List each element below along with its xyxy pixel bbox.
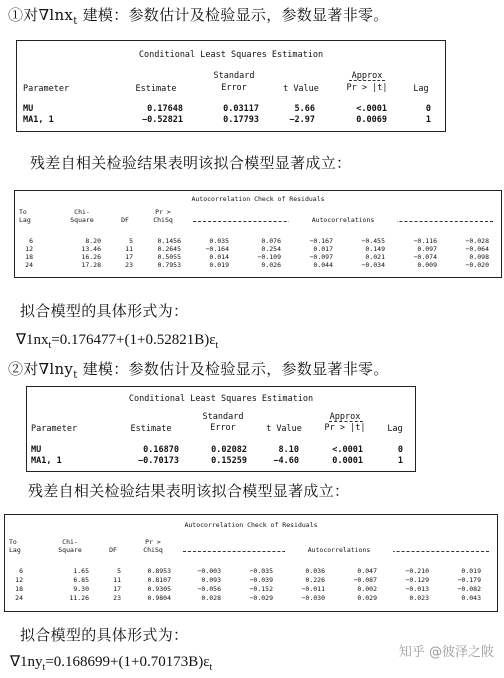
estimate: 0.16870: [143, 445, 179, 455]
col-autocorr: Autocorrelations: [285, 547, 393, 554]
col-approx-2: Pr > |t|: [324, 423, 366, 433]
t-value: 8.10: [278, 445, 299, 455]
col-lag: Lag: [9, 546, 21, 554]
acf-autocorr-value: −0.455: [361, 237, 385, 245]
acf-autocorr-value: 0.009: [417, 261, 437, 269]
param-name: MA1, 1: [31, 456, 62, 466]
acf-lag: 6: [19, 567, 23, 575]
col-approx-1: Approx: [329, 412, 361, 422]
col-se-2: Error: [210, 423, 236, 433]
acf-df: 11: [125, 245, 133, 253]
acf-autocorr-value: −0.029: [249, 594, 273, 602]
acf-autocorr-value: −0.116: [413, 237, 437, 245]
acf-lag: 24: [25, 261, 33, 269]
cls-table-2: [26, 386, 416, 472]
col-parameter: Parameter: [23, 84, 70, 94]
acf-df: 17: [113, 585, 121, 593]
std-error: 0.02082: [211, 445, 247, 455]
acf-chisq: 16.26: [81, 253, 101, 261]
section2-heading: ②对∇lny$_t$ 建模：参数估计及检验显示，参数显著非零。: [8, 360, 389, 381]
col-parameter: Parameter: [31, 424, 78, 434]
acf-autocorr-value: −0.210: [405, 567, 429, 575]
col-chi-2: Square: [58, 546, 82, 554]
col-se-1: Standard: [202, 412, 244, 422]
col-estimate: Estimate: [135, 84, 177, 94]
acf-autocorr-value: 0.017: [313, 245, 333, 253]
col-autocorr: Autocorrelations: [289, 217, 397, 224]
col-se-1: Standard: [213, 71, 255, 81]
acf-chisq: 17.28: [81, 261, 101, 269]
acf-title: Autocorrelation Check of Residuals: [191, 195, 325, 203]
cls-title: Conditional Least Squares Estimation: [128, 394, 314, 404]
acf-autocorr-value: 0.044: [313, 261, 333, 269]
col-se-2: Error: [221, 83, 247, 93]
col-lag: Lag: [19, 216, 31, 224]
acf-chisq: 13.46: [81, 245, 101, 253]
acf-pvalue: 0.8953: [147, 567, 171, 575]
acf-df: 11: [113, 576, 121, 584]
acf-autocorr-value: 0.097: [417, 245, 437, 253]
p-value: <.0001: [356, 104, 387, 114]
approx-underline: [349, 80, 385, 81]
acf-autocorr-value: −0.109: [257, 253, 281, 261]
col-pr-1: Pr >: [155, 208, 171, 216]
estimate: 0.17648: [147, 104, 183, 114]
acf-autocorr-value: 0.019: [461, 567, 481, 575]
acf-autocorr-value: −0.013: [405, 585, 429, 593]
param-name: MU: [31, 445, 42, 455]
acf-autocorr-value: 0.076: [261, 237, 281, 245]
p-value: 0.0069: [356, 115, 387, 125]
acf-df: 5: [129, 237, 133, 245]
acf-table-1: [14, 190, 502, 278]
col-pr-1: Pr >: [145, 538, 161, 546]
acf-pvalue: 0.2645: [157, 245, 181, 253]
acf-df: 23: [113, 594, 121, 602]
col-approx-2: Pr > |t|: [346, 83, 388, 93]
col-approx-1: Approx: [351, 71, 383, 81]
col-chi-1: Chi-: [74, 208, 90, 216]
lag: 0: [425, 104, 431, 114]
acf-autocorr-value: 0.028: [201, 594, 221, 602]
acf-autocorr-value: 0.149: [365, 245, 385, 253]
acf-autocorr-value: 0.029: [357, 594, 377, 602]
acf-autocorr-value: −0.097: [309, 253, 333, 261]
acf-lag: 24: [15, 594, 23, 602]
acf-autocorr-value: 0.093: [201, 576, 221, 584]
form-text-1: 拟合模型的具体形式为：: [20, 302, 189, 320]
acf-autocorr-value: 0.043: [461, 594, 481, 602]
acf-pvalue: 0.9305: [147, 585, 171, 593]
col-df: DF: [121, 216, 129, 224]
acf-autocorr-value: 0.036: [305, 567, 325, 575]
lag: 1: [397, 456, 403, 466]
approx-underline: [329, 421, 363, 422]
acf-autocorr-value: −0.082: [457, 585, 481, 593]
cls-table-1: [16, 40, 446, 132]
acf-autocorr-value: 0.014: [209, 253, 229, 261]
acf-autocorr-value: −0.064: [465, 245, 489, 253]
lag: 0: [397, 445, 403, 455]
acf-autocorr-value: −0.011: [301, 585, 325, 593]
acf-autocorr-value: −0.039: [249, 576, 273, 584]
col-to: To: [19, 208, 27, 216]
acf-autocorr-value: −0.028: [465, 237, 489, 245]
acf-pvalue: 0.1456: [157, 237, 181, 245]
acf-autocorr-value: 0.019: [209, 261, 229, 269]
acf-autocorr-value: −0.164: [205, 245, 229, 253]
estimate: −0.70173: [138, 456, 179, 466]
acf-pvalue: 0.5055: [157, 253, 181, 261]
std-error: 0.17793: [223, 115, 259, 125]
acf-lag: 18: [15, 585, 23, 593]
acf-df: 5: [117, 567, 121, 575]
param-name: MU: [23, 104, 34, 114]
acf-autocorr-value: 0.026: [261, 261, 281, 269]
acf-chisq: 8.20: [85, 237, 101, 245]
col-estimate: Estimate: [130, 424, 172, 434]
acf-autocorr-value: 0.254: [261, 245, 281, 253]
form-text-2: 拟合模型的具体形式为：: [20, 626, 189, 644]
col-lag: Lag: [413, 84, 429, 94]
acf-table-2: [4, 514, 498, 612]
section1-heading: ①对∇lnx$_t$ 建模：参数估计及检验显示，参数显著非零。: [8, 6, 389, 27]
col-tvalue: t Value: [266, 424, 302, 434]
col-tvalue: t Value: [283, 84, 319, 94]
acf-autocorr-value: 0.023: [409, 594, 429, 602]
acf-autocorr-value: −0.056: [197, 585, 221, 593]
t-value: −2.97: [289, 115, 315, 125]
formula-1: $\nabla 1nx_t=0.176477+(1+0.52821B)\varepsilon_t$: [16, 332, 219, 351]
acf-autocorr-value: 0.226: [305, 576, 325, 584]
col-df: DF: [109, 546, 117, 554]
col-lag: Lag: [387, 424, 403, 434]
acf-autocorr-value: −0.167: [309, 237, 333, 245]
acf-chisq: 9.30: [73, 585, 89, 593]
acf-autocorr-value: 0.098: [469, 253, 489, 261]
acf-pvalue: 0.8107: [147, 576, 171, 584]
acf-df: 17: [125, 253, 133, 261]
acf-autocorr-value: −0.003: [197, 567, 221, 575]
lag: 1: [425, 115, 431, 125]
acf-autocorr-value: 0.002: [357, 585, 377, 593]
acf-chisq: 11.26: [69, 594, 89, 602]
resid-text-2: 残差自相关检验结果表明该拟合模型显著成立：: [28, 482, 350, 500]
acf-autocorr-value: −0.074: [413, 253, 437, 261]
acf-chisq: 6.85: [73, 576, 89, 584]
acf-lag: 18: [25, 253, 33, 261]
acf-autocorr-value: −0.020: [465, 261, 489, 269]
acf-autocorr-value: −0.035: [249, 567, 273, 575]
acf-df: 23: [125, 261, 133, 269]
acf-autocorr-value: 0.035: [209, 237, 229, 245]
watermark: 知乎 @彼泽之陂: [398, 645, 494, 660]
acf-autocorr-value: −0.034: [361, 261, 385, 269]
acf-lag: 6: [29, 237, 33, 245]
col-pr-2: ChiSq: [153, 216, 173, 224]
acf-chisq: 1.65: [73, 567, 89, 575]
col-chi-2: Square: [70, 216, 94, 224]
p-value: <.0001: [332, 445, 363, 455]
acf-autocorr-value: −0.087: [353, 576, 377, 584]
resid-text-1: 残差自相关检验结果表明该拟合模型显著成立：: [30, 154, 352, 172]
t-value: 5.66: [294, 104, 315, 114]
acf-pvalue: 0.9804: [147, 594, 171, 602]
col-pr-2: ChiSq: [143, 546, 163, 554]
acf-lag: 12: [15, 576, 23, 584]
cls-title: Conditional Least Squares Estimation: [138, 50, 324, 60]
col-to: To: [9, 538, 17, 546]
std-error: 0.03117: [223, 104, 259, 114]
acf-autocorr-value: −0.179: [457, 576, 481, 584]
acf-autocorr-value: 0.021: [365, 253, 385, 261]
col-chi-1: Chi-: [62, 538, 78, 546]
formula-2: $\nabla 1ny_t=0.168699+(1+0.70173B)\varepsilon_t$: [10, 654, 213, 673]
acf-autocorr-value: 0.047: [357, 567, 377, 575]
param-name: MA1, 1: [23, 115, 54, 125]
std-error: 0.15259: [211, 456, 247, 466]
acf-autocorr-value: −0.129: [405, 576, 429, 584]
p-value: 0.0001: [332, 456, 363, 466]
t-value: −4.60: [273, 456, 299, 466]
acf-autocorr-value: −0.030: [301, 594, 325, 602]
estimate: −0.52821: [142, 115, 183, 125]
acf-lag: 12: [25, 245, 33, 253]
acf-title: Autocorrelation Check of Residuals: [184, 521, 318, 529]
acf-autocorr-value: −0.152: [249, 585, 273, 593]
acf-pvalue: 0.7953: [157, 261, 181, 269]
